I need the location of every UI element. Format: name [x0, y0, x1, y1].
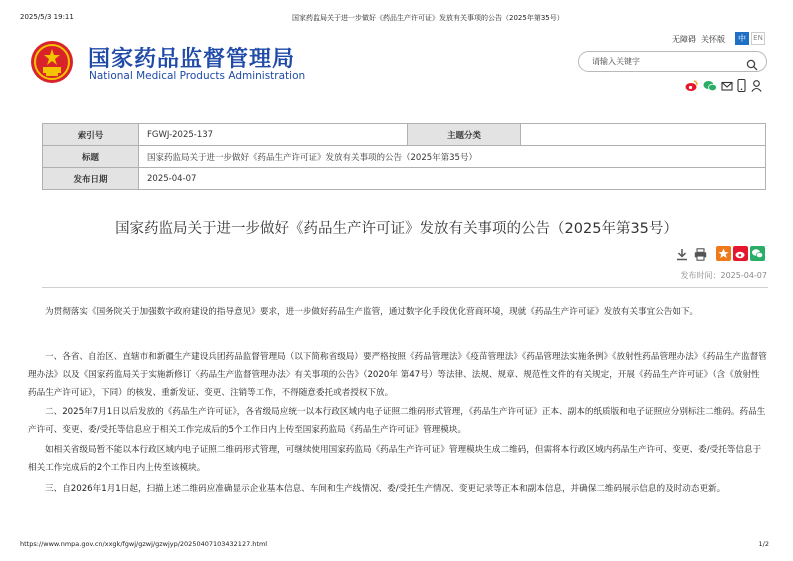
paragraph-2: 一、各省、自治区、直辖市和新疆生产建设兵团药品监督管理局（以下简称省级局）要严格按照《药品管理法》《疫苗管理法》《药品管理法实施条例》《放射性药品管理办法》《药品生产监督管理办法》以及《国家药监局关于实施新修订〈药品生产监督管理办法〉有关事项的公告》（2020年 第47号）等法律、法规、规章、规范性文件的有关规定，开展《药品生产许可证》（含《放射性药品生产许可证》，下同）的核发、重新发证、变更、注销等工作，不得随意委托或者授权下放。 [28, 352, 767, 398]
mobile-icon[interactable] [737, 77, 746, 96]
date-label: 发布日期 [43, 168, 139, 190]
national-emblem-icon[interactable] [30, 40, 74, 84]
wechat-icon[interactable] [703, 77, 717, 96]
favorite-star-icon[interactable] [716, 246, 731, 265]
site-name-en[interactable]: National Medical Products Administration [89, 70, 306, 82]
print-datetime: 2025/5/3 19:11 [20, 13, 74, 21]
divider [42, 287, 768, 288]
care-mode-link[interactable]: 关怀版 [701, 35, 725, 44]
publish-date: 发布时间：2025-04-07 [680, 271, 767, 280]
category-value [521, 124, 766, 146]
accessible-link[interactable]: 无障碍 [672, 35, 696, 44]
title-label: 标题 [43, 146, 139, 168]
print-icon[interactable] [694, 246, 707, 265]
index-value: FGWJ-2025-137 [139, 124, 408, 146]
search-icon[interactable] [746, 56, 758, 75]
paragraph-5: 三、自2026年1月1日起，扫描上述二维码应准确显示企业基本信息、车间和生产线情况、委/受托生产情况、变更记录等正本和副本信息，并确保二维码展示信息的及时动态更新。 [45, 484, 726, 494]
user-icon[interactable] [751, 77, 762, 96]
article-title: 国家药监局关于进一步做好《药品生产许可证》发放有关事项的公告（2025年第35号） [115, 221, 678, 237]
search-placeholder: 请输入关键字 [592, 57, 640, 66]
category-label: 主题分类 [408, 124, 521, 146]
search-input[interactable] [578, 51, 767, 72]
print-url: https://www.nmpa.gov.cn/xxgk/fgwj/gzwj/gzwjyp/20250407103432127.html [20, 540, 268, 548]
paragraph-3: 二、2025年7月1日以后发放的《药品生产许可证》，各省级局应统一以本行政区域内电子证照二维码形式管理，《药品生产许可证》正本、副本的纸质版和电子证照应分别标注二维码。药品生产许可、变更、委/受托等信息应于相关工作完成后的5个工作日内上传至国家药监局《药品生产许可证》管理模块。 [28, 407, 766, 435]
paragraph-1: 为贯彻落实《国务院关于加强数字政府建设的指导意见》要求，进一步做好药品生产监管，通过数字化手段优化营商环境，现就《药品生产许可证》发放有关事宜公告如下。 [45, 307, 699, 317]
print-page-title: 国家药监局关于进一步做好《药品生产许可证》发放有关事项的公告（2025年第35号） [292, 14, 564, 22]
share-weibo-icon[interactable] [733, 246, 748, 265]
paragraph-4: 如相关省级局暂不能以本行政区域内电子证照二维码形式管理，可继续使用国家药监局《药品生产许可证》管理模块生成二维码，但需将本行政区域内药品生产许可、变更、委/受托等信息于相关工作完成后的2个工作日内上传至该模块。 [28, 445, 762, 473]
print-page-number: 1/2 [758, 540, 769, 548]
mail-icon[interactable] [721, 77, 733, 96]
title-value: 国家药监局关于进一步做好《药品生产许可证》发放有关事项的公告（2025年第35号） [139, 146, 766, 168]
lang-en-button[interactable]: EN [751, 32, 765, 45]
site-name-cn[interactable]: 国家药品监督管理局 [88, 47, 296, 72]
share-wechat-icon[interactable] [750, 246, 765, 265]
weibo-icon[interactable] [685, 77, 698, 96]
lang-zh-button[interactable]: 中 [735, 32, 749, 45]
date-value: 2025-04-07 [139, 168, 766, 190]
article-meta-table [42, 123, 766, 190]
download-icon[interactable] [676, 246, 688, 265]
index-label: 索引号 [43, 124, 139, 146]
